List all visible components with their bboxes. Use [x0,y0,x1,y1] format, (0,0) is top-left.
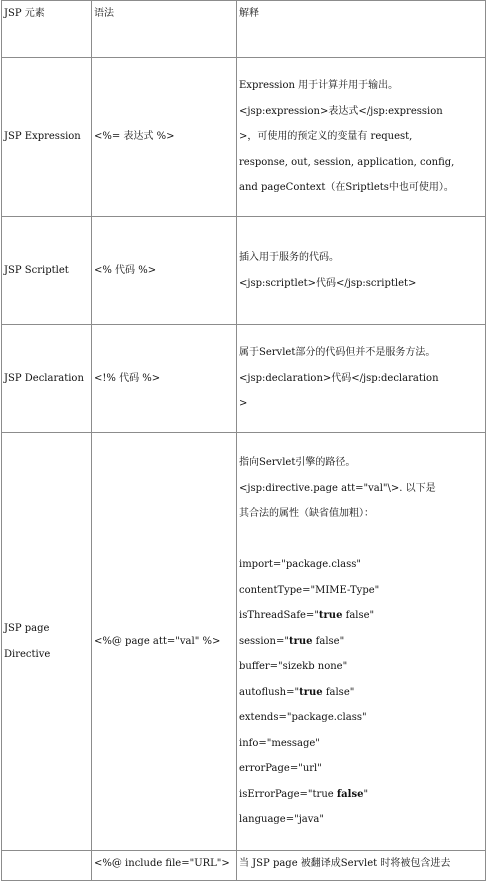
element-name: JSP Declaration [2,325,92,433]
blank-line [239,527,483,553]
explanation-line: <jsp:directive.page att="val"\>. 以下是 [239,482,436,494]
attr-extends: extends="package.class" [239,712,367,724]
syntax-cell: <%@ include file="URL"> [92,851,237,881]
explanation-line: > [239,398,248,410]
attr-language: language="java" [239,814,324,826]
explanation-line: and pageContext（在Sriptlets中也可使用）。 [239,182,454,194]
explanation-line: 插入用于服务的代码。 [239,252,339,263]
header-syntax: 语法 [92,1,237,58]
header-explanation: 解释 [237,1,486,58]
explanation-line: 指向Servlet引擎的路径。 [239,457,356,469]
table-header-row [2,1,486,58]
attr-is-thread-safe: isThreadSafe="true false" [239,610,375,622]
element-name [2,851,92,881]
explanation-cell [237,325,486,433]
element-name-line: JSP page [4,623,50,634]
syntax-cell: <!% 代码 %> [92,325,237,433]
attr-autoflush: autoflush="true false" [239,686,355,698]
element-name-line: Directive [4,648,51,660]
attr-info: info="message" [239,737,320,749]
element-name: JSP Scriptlet [2,217,92,325]
table-row-scriptlet [2,217,486,325]
syntax-cell: <%@ page att="val" %> [92,433,237,851]
table-row-expression [2,58,486,217]
explanation-line: <jsp:declaration>代码</jsp:declaration [239,372,439,384]
attr-content-type: contentType="MIME-Type" [239,584,380,596]
explanation-cell [237,58,486,217]
explanation-line: >，可使用的预定义的变量有 request, [239,131,413,143]
header-element: JSP 元素 [2,1,92,58]
explanation-line: response, out, session, application, config, [239,156,455,168]
explanation-cell [237,217,486,325]
attr-error-page: errorPage="url" [239,763,322,775]
explanation-cell: 当 JSP page 被翻译成Servlet 时将被包含进去 [237,851,486,881]
element-name [2,433,92,851]
explanation-line: 其合法的属性（缺省值加粗）： [239,508,374,520]
jsp-elements-table [1,0,486,881]
element-name: JSP Expression [2,58,92,217]
explanation-line: 属于Servlet部分的代码但并不是服务方法。 [239,347,436,359]
attr-session: session="true false" [239,635,345,647]
explanation-line: <jsp:expression>表达式</jsp:expression [239,105,443,117]
table-row-page-directive [2,433,486,851]
syntax-cell: <% 代码 %> [92,217,237,325]
syntax-cell: <%= 表达式 %> [92,58,237,217]
table-row-include [2,851,486,881]
explanation-line: Expression 用于计算并用于输出。 [239,80,399,92]
attr-import: import="package.class" [239,559,361,571]
attr-buffer: buffer="sizekb none" [239,661,348,673]
explanation-line: <jsp:scriptlet>代码</jsp:scriptlet> [239,277,417,289]
attr-is-error-page: isErrorPage="true false" [239,788,369,800]
table-row-declaration [2,325,486,433]
explanation-cell [237,433,486,851]
